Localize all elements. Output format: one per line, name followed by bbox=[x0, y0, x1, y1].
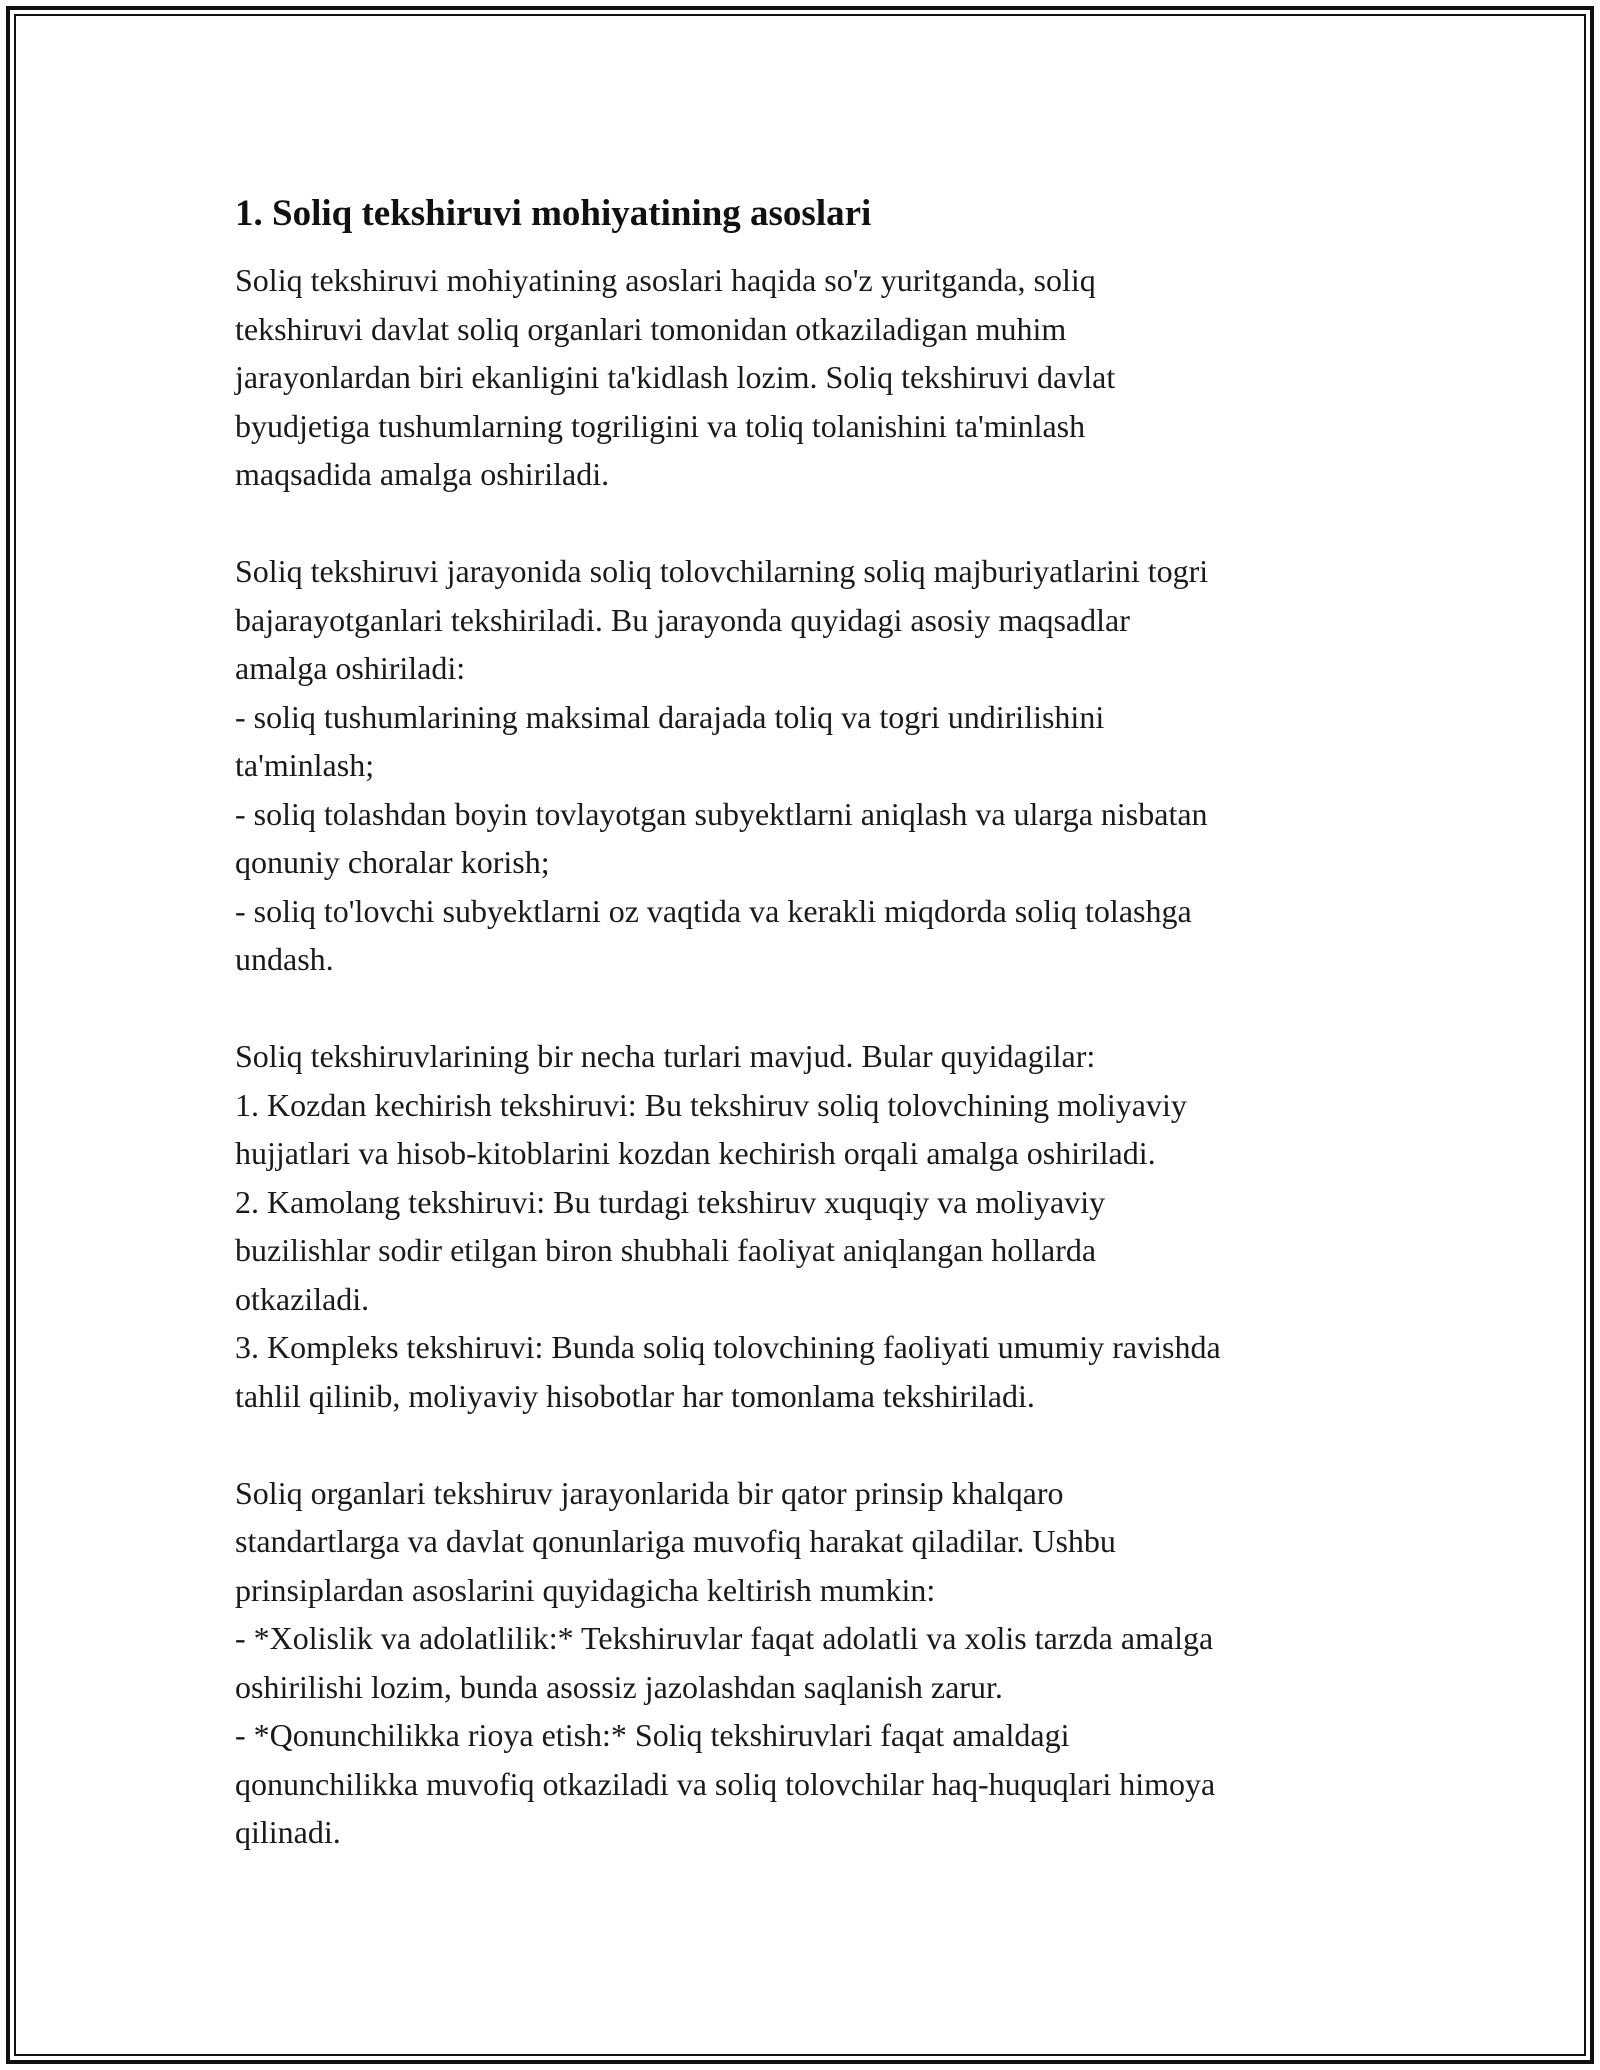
text-line: Soliq tekshiruvi jarayonida soliq tolovchilarning soliq majburiyatlarini togri bbox=[235, 553, 1209, 589]
text-line: - *Qonunchilikka rioya etish:* Soliq tekshiruvlari faqat amaldagi bbox=[235, 1717, 1070, 1753]
section-heading: 1. Soliq tekshiruvi mohiyatining asoslari bbox=[235, 193, 872, 234]
text-line: oshirilishi lozim, bunda asossiz jazolashdan saqlanish zarur. bbox=[235, 1668, 1003, 1705]
text-line: qonuniy choralar korish; bbox=[235, 844, 550, 880]
paragraph-principles bbox=[235, 1469, 1385, 1857]
text-line: - soliq tushumlarining maksimal darajada toliq va togri undirilishini bbox=[235, 698, 1105, 735]
text-line: - soliq to'lovchi subyektlarni oz vaqtida va kerakli miqdorda soliq tolashga bbox=[235, 892, 1192, 929]
text-line: prinsiplardan asoslarini quyidagicha keltirish mumkin: bbox=[235, 1571, 936, 1608]
text-line: jarayonlardan biri ekanligini ta'kidlash lozim. Soliq tekshiruvi davlat bbox=[235, 359, 1116, 395]
text-line: maqsadida amalga oshiriladi. bbox=[235, 456, 610, 492]
text-line: ta'minlash; bbox=[235, 747, 375, 783]
text-line: amalga oshiriladi: bbox=[235, 650, 466, 686]
text-line: tekshiruvi davlat soliq organlari tomonidan otkaziladigan muhim bbox=[235, 310, 1067, 347]
text-line: - *Xolislik va adolatlilik:* Tekshiruvlar faqat adolatli va xolis tarzda amalga bbox=[235, 1620, 1214, 1656]
document-body bbox=[235, 188, 1385, 1905]
text-line: bajarayotganlari tekshiriladi. Bu jarayonda quyidagi asosiy maqsadlar bbox=[235, 601, 1130, 638]
text-line: - soliq tolashdan boyin tovlayotgan subyektlarni aniqlash va ularga nisbatan bbox=[235, 795, 1208, 832]
text-line: 3. Kompleks tekshiruvi: Bunda soliq tolovchining faoliyati umumiy ravishda bbox=[235, 1329, 1221, 1365]
paragraph-intro bbox=[235, 256, 1385, 499]
text-line: qonunchilikka muvofiq otkaziladi va soliq tolovchilar haq-huquqlari himoya bbox=[235, 1765, 1216, 1802]
text-line: undash. bbox=[235, 941, 334, 977]
text-line: 1. Kozdan kechirish tekshiruvi: Bu tekshiruv soliq tolovchining moliyaviy bbox=[235, 1086, 1187, 1123]
text-line: hujjatlari va hisob-kitoblarini kozdan kechirish orqali amalga oshiriladi. bbox=[235, 1135, 1156, 1171]
text-line: tahlil qilinib, moliyaviy hisobotlar har tomonlama tekshiriladi. bbox=[235, 1377, 1035, 1414]
text-line: Soliq tekshiruvi mohiyatining asoslari haqida so'z yuritganda, soliq bbox=[235, 262, 1096, 298]
text-line: byudjetiga tushumlarning togriligini va toliq tolanishini ta'minlash bbox=[235, 407, 1086, 444]
paragraph-goals bbox=[235, 547, 1385, 984]
text-line: buzilishlar sodir etilgan biron shubhali faoliyat aniqlangan hollarda bbox=[235, 1232, 1097, 1268]
paragraph-types bbox=[235, 1032, 1385, 1420]
text-line: qilinadi. bbox=[235, 1814, 341, 1850]
text-line: standartlarga va davlat qonunlariga muvofiq harakat qiladilar. Ushbu bbox=[235, 1523, 1116, 1559]
text-line: 2. Kamolang tekshiruvi: Bu turdagi tekshiruv xuquqiy va moliyaviy bbox=[235, 1183, 1106, 1220]
text-line: otkaziladi. bbox=[235, 1280, 370, 1317]
text-line: Soliq organlari tekshiruv jarayonlarida bir qator prinsip khalqaro bbox=[235, 1474, 1064, 1511]
text-line: Soliq tekshiruvlarining bir necha turlari mavjud. Bular quyidagilar: bbox=[235, 1038, 1096, 1074]
